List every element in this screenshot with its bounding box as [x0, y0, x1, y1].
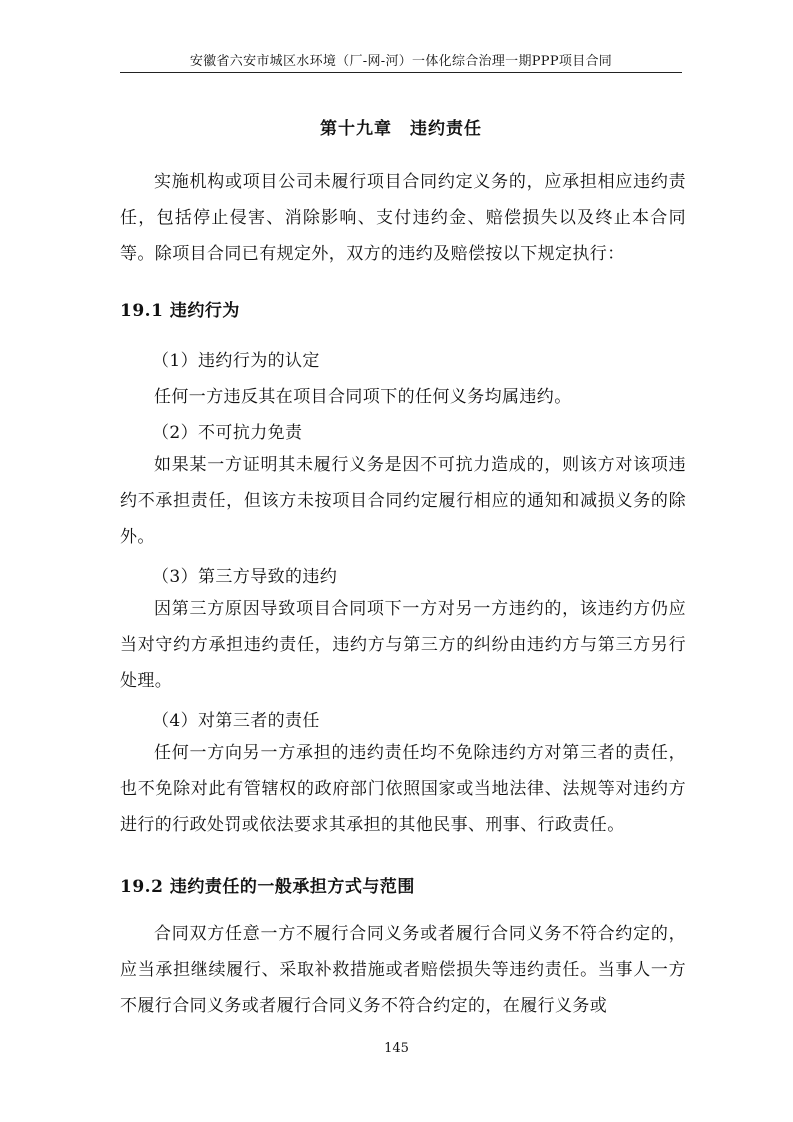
chapter-title: 第十九章 违约责任 [320, 119, 482, 139]
section-heading-19-2: 19.2 违约责任的一般承担方式与范围 [120, 877, 415, 897]
header-rule [120, 72, 682, 73]
item-label-1: （1）违约行为的认定 [152, 351, 320, 371]
running-header: 安徽省六安市城区水环境（厂-网-河）一体化综合治理一期PPP项目合同 [189, 54, 613, 69]
item-text-3: 因第三方原因导致项目合同项下一方对另一方违约的，该违约方仍应当对守约方承担违约责任，违约方与第三方的纠纷由违约方与第三方另行处理。 [120, 599, 686, 691]
item-label-3: （3）第三方导致的违约 [152, 567, 338, 587]
item-text-1: 任何一方违反其在项目合同项下的任何义务均属违约。 [154, 387, 572, 407]
section-19-2-paragraph: 合同双方任意一方不履行合同义务或者履行合同义务不符合约定的，应当承担继续履行、采取补救措施或者赔偿损失等违约责任。当事人一方不履行合同义务或者履行合同义务不符合约定的，在履行义务或 [120, 924, 686, 1016]
page-number: 145 [384, 1041, 409, 1056]
item-text-4: 任何一方向另一方承担的违约责任均不免除违约方对第三者的责任，也不免除对此有管辖权的政府部门依照国家或当地法律、法规等对违约方进行的行政处罚或依法要求其承担的其他民事、刑事、行政责任。 [120, 743, 686, 835]
item-label-4: （4）对第三者的责任 [152, 711, 320, 731]
item-text-2: 如果某一方证明其未履行义务是因不可抗力造成的，则该方对该项违约不承担责任，但该方未按项目合同约定履行相应的通知和减损义务的除外。 [120, 455, 686, 547]
intro-paragraph: 实施机构或项目公司未履行项目合同约定义务的，应承担相应违约责任，包括停止侵害、消除影响、支付违约金、赔偿损失以及终止本合同等。除项目合同已有规定外，双方的违约及赔偿按以下规定执行： [120, 172, 686, 264]
section-heading-19-1: 19.1 违约行为 [120, 301, 240, 321]
item-label-2: （2）不可抗力免责 [152, 423, 303, 443]
